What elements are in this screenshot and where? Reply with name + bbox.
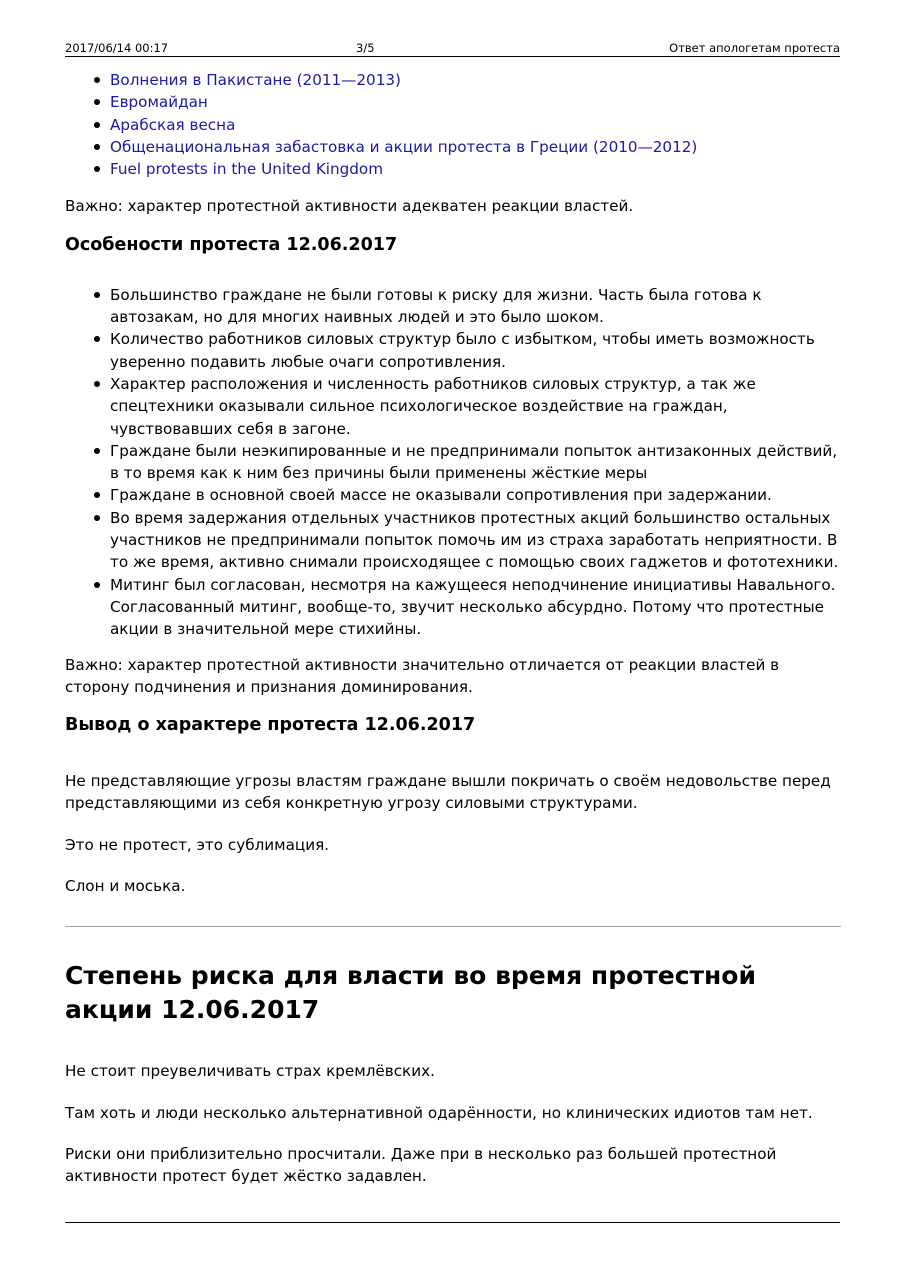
list-item: Характер расположения и численность работников силовых структур, а так же спецтехники оказывали сильное психологическое воздействие на граждан, чувствовавших себя в загоне. bbox=[110, 373, 843, 440]
risk-paragraph: Там хоть и люди несколько альтернативной одарённости, но клинических идиотов там нет. bbox=[65, 1103, 813, 1122]
header-datetime: 2017/06/14 00:17 bbox=[65, 41, 169, 55]
features-list bbox=[65, 284, 843, 641]
conclusion-paragraph: Это не протест, это сублимация. bbox=[65, 835, 330, 854]
important-note-2: Важно: характер протестной активности значительно отличается от реакции властей в сторону подчинения и признания доминирования. bbox=[65, 655, 780, 696]
risk-paragraph: Риски они приблизительно просчитали. Даже при в несколько раз большей протестной активности протест будет жёстко задавлен. bbox=[65, 1144, 777, 1186]
link-greece-strike[interactable]: Общенациональная забастовка и акции протеста в Греции (2010—2012) bbox=[110, 137, 698, 156]
list-item: Митинг был согласован, несмотря на кажущееся неподчинение инициативы Навального. Согласованный митинг, вообще-то, звучит несколько абсурдно. Потому что протестные акции в значительной мере стихийны. bbox=[110, 574, 843, 641]
list-item bbox=[110, 114, 843, 136]
related-links-list bbox=[65, 69, 843, 180]
link-pakistan-protests[interactable]: Волнения в Пакистане (2011—2013) bbox=[110, 71, 401, 89]
header-page-number: 3/5 bbox=[356, 41, 375, 55]
conclusion-paragraph: Не представляющие угрозы властям граждане вышли покричать о своём недовольстве перед представляющими из себя конкретную угрозу силовыми структурами. bbox=[65, 772, 831, 813]
risk-paragraph: Не стоит преувеличивать страх кремлёвских. bbox=[65, 1062, 435, 1081]
header-doc-title: Ответ апологетам протеста bbox=[669, 41, 840, 55]
link-euromaidan[interactable]: Евромайдан bbox=[110, 93, 208, 112]
list-item: Граждане были неэкипированные и не предпринимали попыток антизаконных действий, в то время как к ним без причины были применены жёсткие меры bbox=[110, 440, 843, 485]
link-arab-spring[interactable]: Арабская весна bbox=[110, 115, 236, 134]
list-item: Большинство граждане не были готовы к риску для жизни. Часть была готова к автозакам, но для многих наивных людей и это было шоком. bbox=[110, 284, 843, 329]
link-uk-fuel-protests[interactable]: Fuel protests in the United Kingdom bbox=[110, 160, 383, 179]
section-heading-risk: Степень риска для власти во время протестной акции 12.06.2017 bbox=[65, 961, 756, 1025]
section-heading-conclusion: Вывод о характере протеста 12.06.2017 bbox=[65, 715, 476, 736]
article-content bbox=[65, 69, 843, 1188]
list-item: Граждане в основной своей массе не оказывали сопротивления при задержании. bbox=[110, 484, 843, 506]
list-item bbox=[110, 91, 843, 113]
list-item: Во время задержания отдельных участников протестных акций большинство остальных участников не предпринимали попыток помочь им из страха заработать неприятности. В то же время, активно снимали происходящее с помощью своих гаджетов и фототехники. bbox=[110, 507, 843, 574]
page-header bbox=[65, 40, 840, 57]
important-note: Важно: характер протестной активности адекватен реакции властей. bbox=[65, 197, 634, 216]
list-item bbox=[110, 158, 843, 180]
footer-divider bbox=[65, 1222, 840, 1223]
section-heading-features: Особености протеста 12.06.2017 bbox=[65, 234, 398, 255]
list-item bbox=[110, 136, 843, 158]
section-divider bbox=[65, 926, 841, 927]
list-item: Количество работников силовых структур было с избытком, чтобы иметь возможность уверенно подавить любые очаги сопротивления. bbox=[110, 328, 843, 373]
conclusion-paragraph: Слон и моська. bbox=[65, 877, 186, 896]
list-item bbox=[110, 69, 843, 91]
